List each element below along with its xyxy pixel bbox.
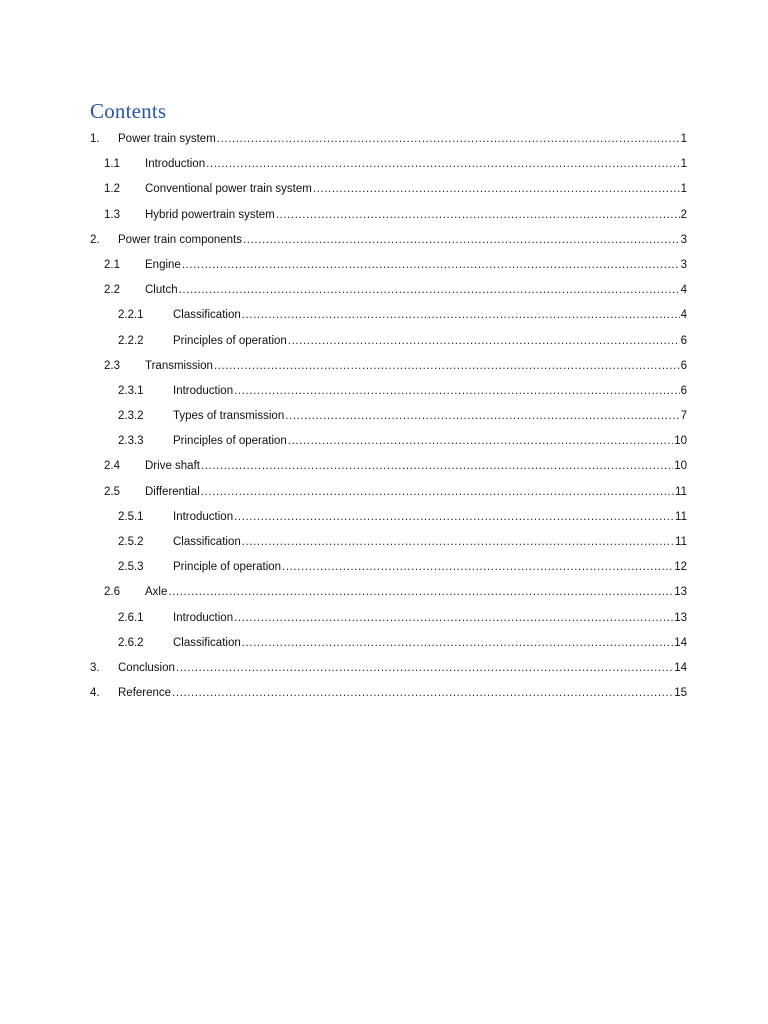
- toc-entry-page-number[interactable]: 6: [680, 359, 687, 372]
- toc-entry[interactable]: [90, 278, 687, 303]
- toc-entry-number: 2.2.1: [118, 309, 144, 322]
- toc-entry-title[interactable]: Classification: [173, 636, 241, 649]
- toc-entry-title[interactable]: Transmission: [145, 359, 213, 372]
- toc-entry-page-number[interactable]: 4: [680, 284, 687, 297]
- toc-entry-title[interactable]: Principle of operation: [173, 561, 282, 574]
- toc-entry[interactable]: [90, 631, 687, 656]
- toc-entry-title[interactable]: Conclusion: [118, 661, 175, 674]
- toc-entry-page-number[interactable]: 7: [680, 410, 687, 423]
- toc-entry[interactable]: [90, 404, 687, 429]
- toc-entry-title[interactable]: Conventional power train system: [145, 183, 312, 196]
- toc-entry-number: 2.6: [104, 586, 120, 599]
- toc-entry[interactable]: [90, 681, 687, 706]
- toc-entry-title[interactable]: Differential: [145, 485, 200, 498]
- toc-dot-leader: [242, 631, 673, 656]
- toc-entry-page-number[interactable]: 1: [680, 183, 687, 196]
- toc-entry-page-number[interactable]: 1: [680, 158, 687, 171]
- toc-entry-page-number[interactable]: 15: [674, 687, 687, 700]
- toc-entry-number: 2.3.3: [118, 435, 144, 448]
- toc-entry[interactable]: [90, 429, 687, 454]
- toc-entry-title[interactable]: Introduction: [145, 158, 206, 171]
- toc-entry-number: 2.2: [104, 284, 120, 297]
- toc-dot-leader: [201, 480, 674, 505]
- toc-entry-title[interactable]: Introduction: [173, 611, 234, 624]
- toc-entry-number: 2.5: [104, 485, 120, 498]
- toc-entry[interactable]: [90, 530, 687, 555]
- toc-entry-page-number[interactable]: 14: [674, 661, 687, 674]
- toc-entry-title[interactable]: Engine: [145, 258, 181, 271]
- toc-entry[interactable]: [90, 379, 687, 404]
- toc-entry[interactable]: [90, 152, 687, 177]
- toc-dot-leader: [176, 656, 673, 681]
- toc-entry-title[interactable]: Classification: [173, 536, 241, 548]
- toc-entry-title[interactable]: Introduction: [173, 510, 234, 523]
- toc-entry-number: 2.5.3: [118, 561, 144, 574]
- toc-entry-title[interactable]: Power train components: [118, 233, 243, 246]
- toc-entry-page-number[interactable]: 11: [675, 510, 687, 523]
- toc-entry-page-number[interactable]: 3: [680, 258, 687, 271]
- table-of-contents: [90, 127, 687, 706]
- toc-entry[interactable]: [90, 329, 687, 354]
- toc-dot-leader: [242, 530, 674, 555]
- toc-entry-number: 3.: [90, 661, 100, 674]
- toc-dot-leader: [172, 681, 673, 706]
- toc-entry-title[interactable]: Introduction: [173, 384, 234, 397]
- toc-entry[interactable]: [90, 303, 687, 328]
- toc-entry-title[interactable]: Principles of operation: [173, 334, 287, 347]
- toc-dot-leader: [288, 429, 673, 454]
- toc-dot-leader: [234, 505, 674, 530]
- toc-entry-page-number[interactable]: 10: [674, 435, 687, 448]
- toc-entry[interactable]: [90, 253, 687, 278]
- toc-dot-leader: [243, 228, 680, 253]
- toc-entry-page-number[interactable]: 13: [674, 611, 687, 624]
- toc-entry-title[interactable]: Types of transmission: [173, 410, 285, 423]
- toc-dot-leader: [313, 177, 680, 202]
- toc-entry-number: 1.2: [104, 183, 120, 196]
- toc-entry-number: 2.2.2: [118, 334, 144, 347]
- toc-entry-number: 2.3.1: [118, 384, 144, 397]
- toc-entry-page-number[interactable]: 13: [674, 586, 687, 599]
- toc-entry-number: 2.6.2: [118, 636, 144, 649]
- toc-dot-leader: [168, 580, 673, 605]
- toc-entry-number: 2.1: [104, 258, 120, 271]
- toc-entry[interactable]: [90, 454, 687, 479]
- toc-entry-page-number[interactable]: 1: [680, 133, 687, 145]
- toc-entry-number: 1.3: [104, 208, 120, 221]
- toc-entry-page-number[interactable]: 14: [674, 636, 687, 649]
- toc-entry[interactable]: [90, 177, 687, 202]
- toc-entry[interactable]: [90, 480, 687, 505]
- toc-entry-number: 2.: [90, 233, 100, 246]
- toc-dot-leader: [276, 203, 680, 228]
- toc-dot-leader: [288, 329, 680, 354]
- toc-entry[interactable]: [90, 505, 687, 530]
- toc-entry-number: 2.4: [104, 460, 120, 473]
- toc-entry-number: 1.1: [104, 158, 120, 171]
- toc-entry-number: 4.: [90, 687, 100, 700]
- toc-entry-number: 2.3: [104, 359, 120, 372]
- toc-entry[interactable]: [90, 228, 687, 253]
- toc-entry-page-number[interactable]: 11: [675, 485, 687, 498]
- toc-entry[interactable]: [90, 580, 687, 605]
- toc-dot-leader: [201, 454, 673, 479]
- toc-entry-page-number[interactable]: 11: [675, 536, 687, 548]
- toc-entry-page-number[interactable]: 10: [674, 460, 687, 473]
- toc-title: Contents: [90, 99, 167, 123]
- toc-entry-number: 2.3.2: [118, 410, 144, 423]
- toc-entry-title[interactable]: Axle: [145, 586, 168, 599]
- toc-entry-title[interactable]: Classification: [173, 309, 241, 322]
- toc-entry[interactable]: [90, 203, 687, 228]
- toc-dot-leader: [234, 379, 679, 404]
- toc-entry-page-number[interactable]: 6: [680, 334, 687, 347]
- toc-entry-number: 2.5.2: [118, 536, 144, 548]
- toc-entry-number: 2.5.1: [118, 510, 144, 523]
- toc-entry-title[interactable]: Reference: [118, 687, 172, 700]
- toc-dot-leader: [282, 555, 673, 580]
- toc-dot-leader: [242, 303, 680, 328]
- toc-entry-number: 1.: [90, 133, 100, 145]
- toc-dot-leader: [206, 152, 679, 177]
- toc-entry-page-number[interactable]: 12: [674, 561, 687, 574]
- toc-entry-title[interactable]: Principles of operation: [173, 435, 287, 448]
- toc-dot-leader: [234, 606, 673, 631]
- toc-dot-leader: [182, 253, 680, 278]
- toc-dot-leader: [217, 127, 680, 152]
- toc-dot-leader: [285, 404, 679, 429]
- toc-entry[interactable]: [90, 555, 687, 580]
- toc-entry[interactable]: [90, 354, 687, 379]
- toc-entry-title[interactable]: Power train system: [118, 133, 216, 145]
- toc-entry-title[interactable]: Hybrid powertrain system: [145, 208, 275, 221]
- toc-dot-leader: [214, 354, 680, 379]
- toc-entry-page-number[interactable]: 2: [680, 208, 687, 221]
- toc-entry-page-number[interactable]: 4: [680, 309, 687, 322]
- toc-entry-title[interactable]: Drive shaft: [145, 460, 200, 473]
- toc-dot-leader: [179, 278, 680, 303]
- toc-entry[interactable]: [90, 656, 687, 681]
- toc-entry-title[interactable]: Clutch: [145, 284, 178, 297]
- toc-entry-page-number[interactable]: 3: [680, 233, 687, 246]
- toc-entry[interactable]: [90, 127, 687, 152]
- toc-entry-number: 2.6.1: [118, 611, 144, 624]
- toc-entry-page-number[interactable]: 6: [680, 384, 687, 397]
- toc-entry[interactable]: [90, 606, 687, 631]
